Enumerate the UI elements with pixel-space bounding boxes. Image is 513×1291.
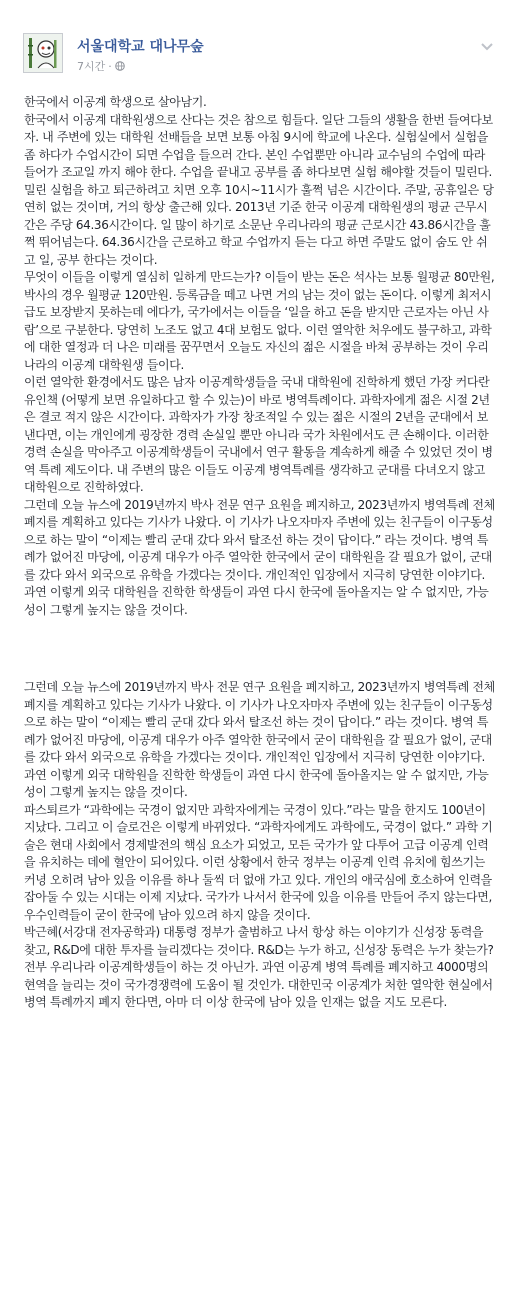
bamboo-forest-logo-icon [24, 34, 62, 72]
post-text-section-2: 그런데 오늘 뉴스에 2019년까지 박사 전문 연구 요원을 폐지하고, 2023년까지 병역특례 전체 폐지를 계획하고 있다는 기사가 나왔다. 이 기사가 나오자마자 주변에 있는 친구들이 이구동성으로 하는 말이 “이제는 빨리 군대 갔다 와서 탈조선 하는 것이 답이다.” 라는 것이다. 병역 특례가 없어진 마당에, 이공계 대우가 아주 열악한 한국에서 굳이 대학원을 갈 필요가 없이, 군대를 갔다 와서 외국으로 유학을 가겠다는 것이다. 개인적인 입장에서 지극히 당연한 이야기다. 과연 이렇게 외국 대학원을 진학한 학생들이 과연 다시 한국에 돌아올지는 알 수 없지만, 가능성이 그렇게 높지는 않을 것이다. 파스퇴르가 “과학에는 국경이 없지만 과학자에게는 국경이 있다.”라는 말을 한지도 100년이 지났다. 그리고 이 슬로건은 이렇게 바뀌었다. “과학자에게도 과학에도, 국경이 없다.” 과학 기술은 현대 사회에서 경제발전의 핵심 요소가 되었고, 모든 국가가 앞 다투어 고급 이공계 인력을 유치하는 데에 혈안이 되어있다. 이런 상황에서 한국 정부는 이공계 인력 유치에 힘쓰기는커녕 오히려 남아 있을 이유를 하나 둘씩 더 없애 가고 있다. 개인의 애국심에 호소하여 인력을 잡아둘 수 있는 시대는 이제 지났다. 국가가 나서서 한국에 있을 이유를 만들어 주지 않는다면, 우수인력들이 굳이 한국에 남아 있으려 하지 않을 것이다. 박근혜(서강대 전자공학과) 대통령 정부가 출범하고 나서 항상 하는 이야기가 신성장 동력을 찾고, R&D에 대한 투자를 늘리겠다는 것이다. R&D는 누가 하고, 신성장 동력은 누가 찾는가? 전부 우리나라 이공계학생들이 하는 것 아닌가. 과연 이공계 병역 특례를 폐지하고 4000명의 현역을 늘리는 것이 국가경쟁력에 도움이 될 것인가. 대한민국 이공계가 처한 열악한 현실에서 병역 특례까지 폐지 한다면, 아마 더 이상 한국에 남아 있을 인재는 없을 지도 모른다. [24, 680, 495, 1009]
page-avatar[interactable] [23, 33, 63, 73]
post-text-section-1: 한국에서 이공계 학생으로 살아남기. 한국에서 이공계 대학원생으로 산다는 것은 참으로 힘들다. 일단 그들의 생활을 한번 들여다보자. 내 주변에 있는 대학원 선배들을 보면 보통 아침 9시에 학교에 나온다. 실험실에서 실험을 좀 하다가 수업시간이 되면 수업을 들으러 간다. 본인 수업뿐만 아니라 교수님의 수업에 따라 들어가 조교일 까지 해야 한다. 수업을 끝내고 공부를 좀 하다보면 실험 해야할 것들이 밀린다. 밀린 실험을 하고 퇴근하려고 치면 오후 10시~11시가 훌쩍 넘은 시간이다. 주말, 공휴일은 당연히 없는 것이며, 거의 항상 출근해 있다. 2013년 기준 한국 이공계 대학원생의 평균 근무시간은 주당 64.36시간이다. 일 많이 하기로 소문난 우리나라의 평균 근로시간 43.86시간을 훌쩍 뛰어넘는다. 64.36시간을 근로하고 학교 수업까지 듣는 다고 하면 주말도 없이 숨도 안 쉬고 일, 공부 한다는 것이다. 무엇이 이들을 이렇게 열심히 일하게 만드는가? 이들이 받는 돈은 석사는 보통 월평균 80만원, 박사의 경우 월평균 120만원. 등록금을 떼고 나면 거의 남는 것이 없는 돈이다. 이렇게 최저시급도 보장받지 못하는데 에다가, 국가에서는 이들을 ‘일을 하고 돈을 받지만 근로자는 아닌 사람’으로 구분한다. 당연히 노조도 없고 4대 보험도 없다. 이런 열악한 처우에도 불구하고, 과학에 대한 열정과 더 나은 미래를 꿈꾸면서 오늘도 자신의 젊은 시절을 바쳐 공부하는 것이 우리나라의 이공계 대학원생 들이다. 이런 열악한 환경에서도 많은 남자 이공계학생들을 국내 대학원에 진학하게 했던 가장 커다란 유인책 (어떻게 보면 유일하다고 할 수 있는)이 바로 병역특례이다. 과학자에게 젊은 시절 2년은 결코 적지 않은 시간이다. 과학자가 가장 창조적일 수 있는 젊은 시절의 2년을 군대에서 보낸다면, 이는 개인에게 굉장한 경력 손실일 뿐만 아니라 국가 차원에서도 큰 손해이다. 이러한 경력 손실을 막아주고 이공계학생들이 국내에서 연구 활동을 계속하게 해줄 수 있었던 것이 병역 특례 제도이다. 내 주변의 많은 이들도 이공계 병역특례를 생각하고 군대를 다녀오지 않고 대학원으로 진학하였다. 그런데 오늘 뉴스에 2019년까지 박사 전문 연구 요원을 폐지하고, 2023년까지 병역특례 전체 폐지를 계획하고 있다는 기사가 나왔다. 이 기사가 나오자마자 주변에 있는 친구들이 이구동성으로 하는 말이 “이제는 빨리 군대 갔다 와서 탈조선 하는 것이 답이다.” 라는 것이다. 병역 특례가 없어진 마당에, 이공계 대우가 아주 열악한 한국에서 굳이 대학원을 갈 필요가 없이, 군대를 갔다 와서 외국으로 유학을 가겠다는 것이다. 개인적인 입장에서 지극히 당연한 이야기다. 과연 이렇게 외국 대학원을 진학한 학생들이 과연 다시 한국에 돌아올지는 알 수 없지만, 가능성이 그렇게 높지는 않을 것이다. [24, 95, 495, 617]
post-timestamp[interactable]: 7시간 [77, 60, 106, 73]
globe-icon[interactable] [115, 61, 125, 71]
post-header [0, 0, 513, 90]
meta-separator: · [108, 60, 112, 73]
post-body [24, 94, 496, 1012]
chevron-down-icon[interactable] [480, 42, 494, 52]
page-name-link[interactable]: 서울대학교 대나무숲 [77, 39, 204, 55]
post-meta [77, 58, 125, 74]
paragraph-gap [24, 619, 496, 679]
